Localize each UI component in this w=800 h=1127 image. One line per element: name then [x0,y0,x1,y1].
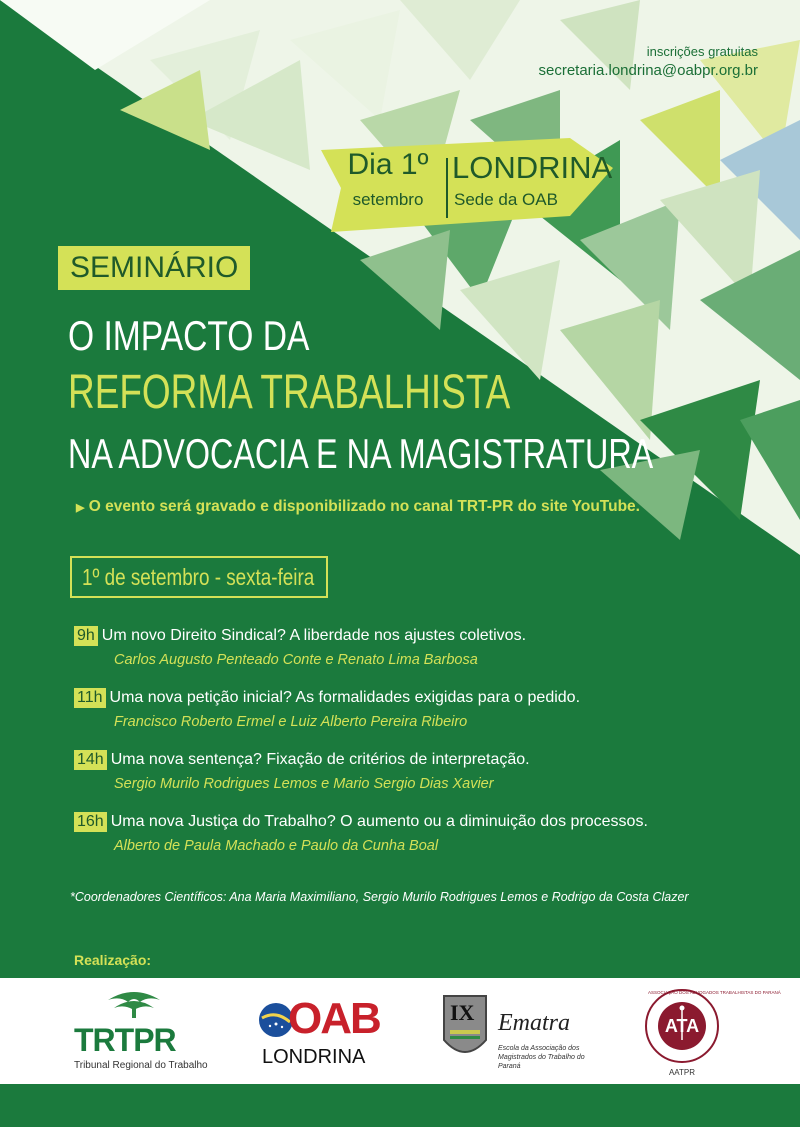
youtube-note-text: O evento será gravado e disponibilizado no canal TRT-PR do site YouTube. [88,498,640,515]
session-title: Uma nova sentença? Fixação de critérios de interpretação. [110,751,530,768]
session-time: 9h [74,626,98,646]
banner-venue: Sede da OAB [454,190,558,209]
aatpr-mark: ATA [664,1016,700,1036]
banner-city: LONDRINA [452,150,613,185]
contact-email[interactable]: secretaria.londrina@oabpr.org.br [538,62,758,79]
session-1 [74,626,774,668]
session-speakers: Carlos Augusto Penteado Conte e Renato Lima Barbosa [114,652,478,668]
play-triangle-icon: ▶ [76,502,85,514]
event-title-line2: REFORMA TRABALHISTA [68,366,511,419]
aatpr-name: AATPR [668,1068,696,1077]
session-2 [74,688,774,730]
ematra-roman: IX [450,1000,475,1025]
schedule-date [70,556,328,598]
banner-day: Dia 1º [347,148,429,181]
registration-note: inscrições gratuitas [646,44,758,59]
session-speakers: Francisco Roberto Ermel e Luiz Alberto Pereira Ribeiro [114,714,468,730]
coordinators-note: *Coordenadores Científicos: Ana Maria Maximiliano, Sergio Murilo Rodrigues Lemos e Rodrigo da Costa Clazer [70,890,689,904]
ematra-subtitle: Escola da Associação dos Magistrados do Trabalho do Paraná [498,1045,585,1070]
session-title: Um novo Direito Sindical? A liberdade nos ajustes coletivos. [101,627,527,644]
ematra-logo [440,992,590,1082]
session-speakers: Sergio Murilo Rodrigues Lemos e Mario Sergio Dias Xavier [114,776,494,792]
aatpr-logo [644,988,781,1080]
event-title-line1: O IMPACTO DA [68,312,310,359]
banner-month: setembro [352,190,424,209]
session-3 [74,750,774,792]
oab-city: LONDRINA [262,1046,366,1068]
ematra-name: Ematra [498,1010,570,1036]
session-time: 16h [74,812,107,832]
trtpr-logo [74,988,208,1080]
session-title: Uma nova petição inicial? As formalidades exigidas para o pedido. [109,689,581,706]
araucaria-tree-icon [104,988,164,1018]
youtube-note [76,498,640,516]
aatpr-ring-text: ASSOCIAÇÃO DOS ADVOGADOS TRABALHISTAS DO PARANÁ [648,990,781,995]
session-time: 14h [74,750,107,770]
session-title: Uma nova Justiça do Trabalho? O aumento ou a diminuição dos processos. [110,813,648,830]
oab-name: OAB [288,994,380,1043]
schedule-date-text: 1º de setembro - sexta-feira [82,564,315,590]
session-time: 11h [74,688,106,708]
logo-strip [0,978,800,1084]
session-4 [74,812,774,854]
trtpr-name: TRTPR [74,1022,176,1058]
event-type-label: SEMINÁRIO [58,246,250,290]
oab-logo [258,994,380,1080]
realizacao-label: Realização: [74,952,152,968]
bottom-band [0,1084,800,1127]
event-title-line3: NA ADVOCACIA E NA MAGISTRATURA [68,430,654,477]
session-speakers: Alberto de Paula Machado e Paulo da Cunha Boal [114,838,439,854]
trtpr-subtitle: Tribunal Regional do Trabalho [74,1060,208,1071]
